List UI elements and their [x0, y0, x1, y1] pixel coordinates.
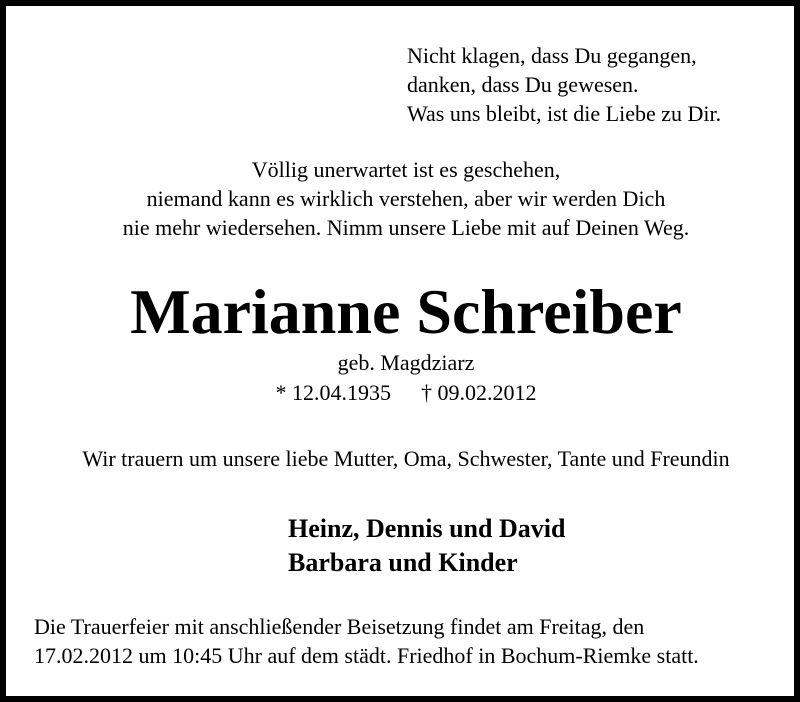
- intro-line: nie mehr wiedersehen. Nimm unsere Liebe mit auf Deinen Weg.: [122, 215, 690, 240]
- family-line: Heinz, Dennis und David: [288, 514, 566, 543]
- maiden-name: geb. Magdziarz: [337, 350, 475, 375]
- death-date: † 09.02.2012: [421, 380, 537, 405]
- funeral-info: [34, 612, 699, 670]
- deceased-name: Marianne Schreiber: [130, 276, 682, 347]
- life-dates: [6, 378, 800, 407]
- quote-line: Nicht klagen, dass Du gegangen,: [407, 43, 697, 68]
- quote-line: danken, dass Du gewesen.: [407, 72, 639, 97]
- mourning-line: Wir trauern um unsere liebe Mutter, Oma, Schwester, Tante und Freundin: [82, 446, 730, 471]
- intro-line: Völlig unerwartet ist es geschehen,: [251, 157, 561, 182]
- funeral-line: 17.02.2012 um 10:45 Uhr auf dem städt. Friedhof in Bochum-Riemke statt.: [34, 643, 699, 668]
- funeral-line: Die Trauerfeier mit anschließender Beisetzung findet am Freitag, den: [34, 614, 645, 639]
- intro-line: niemand kann es wirklich verstehen, aber wir werden Dich: [146, 186, 666, 211]
- intro-block: [6, 155, 800, 242]
- quote-line: Was uns bleibt, ist die Liebe zu Dir.: [407, 101, 722, 126]
- birth-date: * 12.04.1935: [275, 380, 391, 405]
- family-line: Barbara und Kinder: [288, 548, 518, 577]
- family-block: [288, 512, 565, 580]
- quote-block: [407, 41, 721, 128]
